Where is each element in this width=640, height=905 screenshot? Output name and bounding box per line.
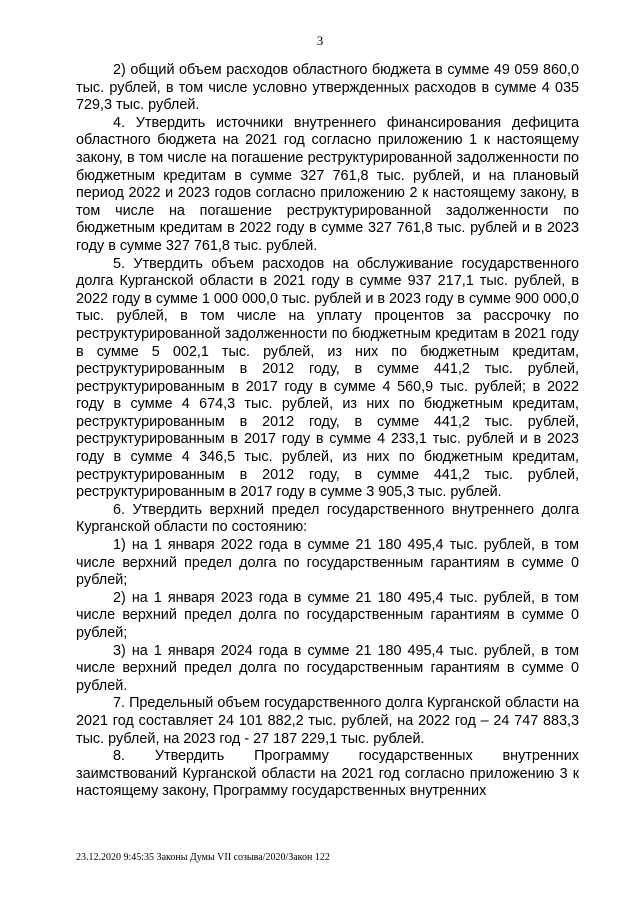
- paragraph-6-item-3: 3) на 1 января 2024 года в сумме 21 180 495,4 тыс. рублей, в том числе верхний предел долга по государственным гарантиям в сумме 0 рублей.: [76, 642, 579, 694]
- paragraph-6-debt-limit: 6. Утвердить верхний предел государственного внутреннего долга Курганской области по состоянию:: [76, 501, 579, 536]
- paragraph-8-borrowing-program: 8. Утвердить Программу государственных внутренних заимствований Курганской области на 2021 год согласно приложению 3 к настоящему закону, Программу государственных внутренних: [76, 748, 579, 800]
- page-number: 3: [316, 33, 324, 48]
- document-footer: 23.12.2020 9:45:35 Законы Думы VII созыва/2020/Закон 122: [76, 852, 330, 863]
- document-body: [76, 62, 579, 801]
- paragraph-5-debt-service: 5. Утвердить объем расходов на обслуживание государственного долга Курганской области в 2021 году в сумме 937 217,1 тыс. рублей, в 2022 году в сумме 1 000 000,0 тыс. рублей и в 2023 году в сумме 900 000,0 тыс. рублей, в том числе на уплату процентов за рассрочку по реструктурированной задолженности по бюджетным кредитам в 2021 году в сумме 5 002,1 тыс. рублей, из них по бюджетным кредитам, реструктурированным в 2012 году, в сумме 441,2 тыс. рублей, реструктурированным в 2017 году в сумме 4 560,9 тыс. рублей; в 2022 году в сумме 4 674,3 тыс. рублей, из них по бюджетным кредитам, реструктурированным в 2012 году, в сумме 441,2 тыс. рублей, реструктурированным в 2017 году в сумме 4 233,1 тыс. рублей и в 2023 году в сумме 4 346,5 тыс. рублей, из них по бюджетным кредитам, реструктурированным в 2012 году, в сумме 441,2 тыс. рублей, реструктурированным в 2017 году в сумме 3 905,3 тыс. рублей.: [76, 255, 579, 501]
- paragraph-7-debt-volume: 7. Предельный объем государственного долга Курганской области на 2021 год составляет 24 101 882,2 тыс. рублей, на 2022 год – 24 747 883,3 тыс. рублей, на 2023 год - 27 187 229,1 тыс. рублей.: [76, 695, 579, 747]
- paragraph-2-expenses: 2) общий объем расходов областного бюджета в сумме 49 059 860,0 тыс. рублей, в том числе условно утвержденных расходов в сумме 4 035 729,3 тыс. рублей.: [76, 62, 579, 114]
- paragraph-6-item-2: 2) на 1 января 2023 года в сумме 21 180 495,4 тыс. рублей, в том числе верхний предел долга по государственным гарантиям в сумме 0 рублей;: [76, 589, 579, 641]
- paragraph-4-deficit-financing: 4. Утвердить источники внутреннего финансирования дефицита областного бюджета на 2021 год согласно приложению 1 к настоящему закону, в том числе на погашение реструктурированной задолженности по бюджетным кредитам в сумме 327 761,8 тыс. рублей, и на плановый период 2022 и 2023 годов согласно приложению 2 к настоящему закону, в том числе на погашение реструктурированной задолженности по бюджетным кредитам в 2022 году в сумме 327 761,8 тыс. рублей и в 2023 году в сумме 327 761,8 тыс. рублей.: [76, 114, 579, 254]
- paragraph-6-item-1: 1) на 1 января 2022 года в сумме 21 180 495,4 тыс. рублей, в том числе верхний предел долга по государственным гарантиям в сумме 0 рублей;: [76, 537, 579, 589]
